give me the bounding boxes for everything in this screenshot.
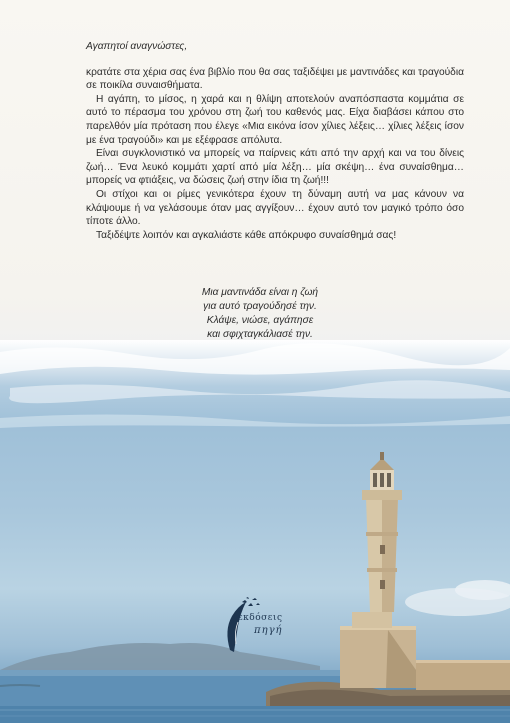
paragraph-3: Είναι συγκλονιστικό να μπορείς να παίρνεις κάτι από την αρχή και να του δίνεις ζωή… Ένα λευκό κομμάτι χαρτί από μία λέξη… μία σκέψη… ένα συναίσθημα… μπορείς να φτιάξεις, να δώσεις ζωή στην ίδια τη ζωή!!! <box>86 148 464 187</box>
poem-line-1: Μια μαντινάδα είναι η ζωή <box>201 287 319 298</box>
paragraph-4: Οι στίχοι και οι ρίμες γενικότερα έχουν τη δύναμη αυτή να μας κάνουν να κλάψουμε ή να γελάσουμε όταν μας αγγίξουν… έχουν αυτό τον μαγικό τρόπο όσο τίποτε άλλο. <box>86 188 464 228</box>
poem-line-3: Κλάψε, νιώσε, αγάπησε <box>206 315 314 326</box>
paragraph-2: Η αγάπη, το μίσος, η χαρά και η θλίψη αποτελούν αναπόσπαστα κομμάτια σε αυτό το πέρασμα του χρόνου στη ζωή του καθενός μας. Είχα διαβάσει κάπου στο παρελθόν μία πρόταση που έλεγε «Μια εικόνα ίσον χίλιες λέξεις… χίλιες λέξεις ίσον με ένα τραγούδι» και με εξέφρασε απόλυτα. <box>86 93 464 146</box>
poem-verse <box>160 286 360 342</box>
foreword-text <box>86 40 464 242</box>
greeting: Αγαπητοί αναγνώστες, <box>86 41 188 52</box>
lighthouse <box>340 452 416 688</box>
clouds <box>0 343 510 616</box>
publisher-label-line-1: εκδόσεις <box>238 613 283 623</box>
paragraph-5: Ταξιδέψτε λοιπόν και αγκαλιάστε κάθε απόκρυφο συναίσθημά σας! <box>96 229 397 241</box>
harbor-wall <box>416 660 510 690</box>
poem-line-4: και σφιχταγκάλιασέ την. <box>207 329 313 340</box>
publisher-label-line-2: πηγή <box>254 625 283 636</box>
poem-line-2: για αυτό τραγούδησέ την. <box>203 301 317 312</box>
paragraph-1: κρατάτε στα χέρια σας ένα βιβλίο που θα σας ταξιδέψει με μαντινάδες και τραγούδια σε ποικίλα συναισθήματα. <box>86 66 464 92</box>
harbor-scene <box>0 340 510 723</box>
